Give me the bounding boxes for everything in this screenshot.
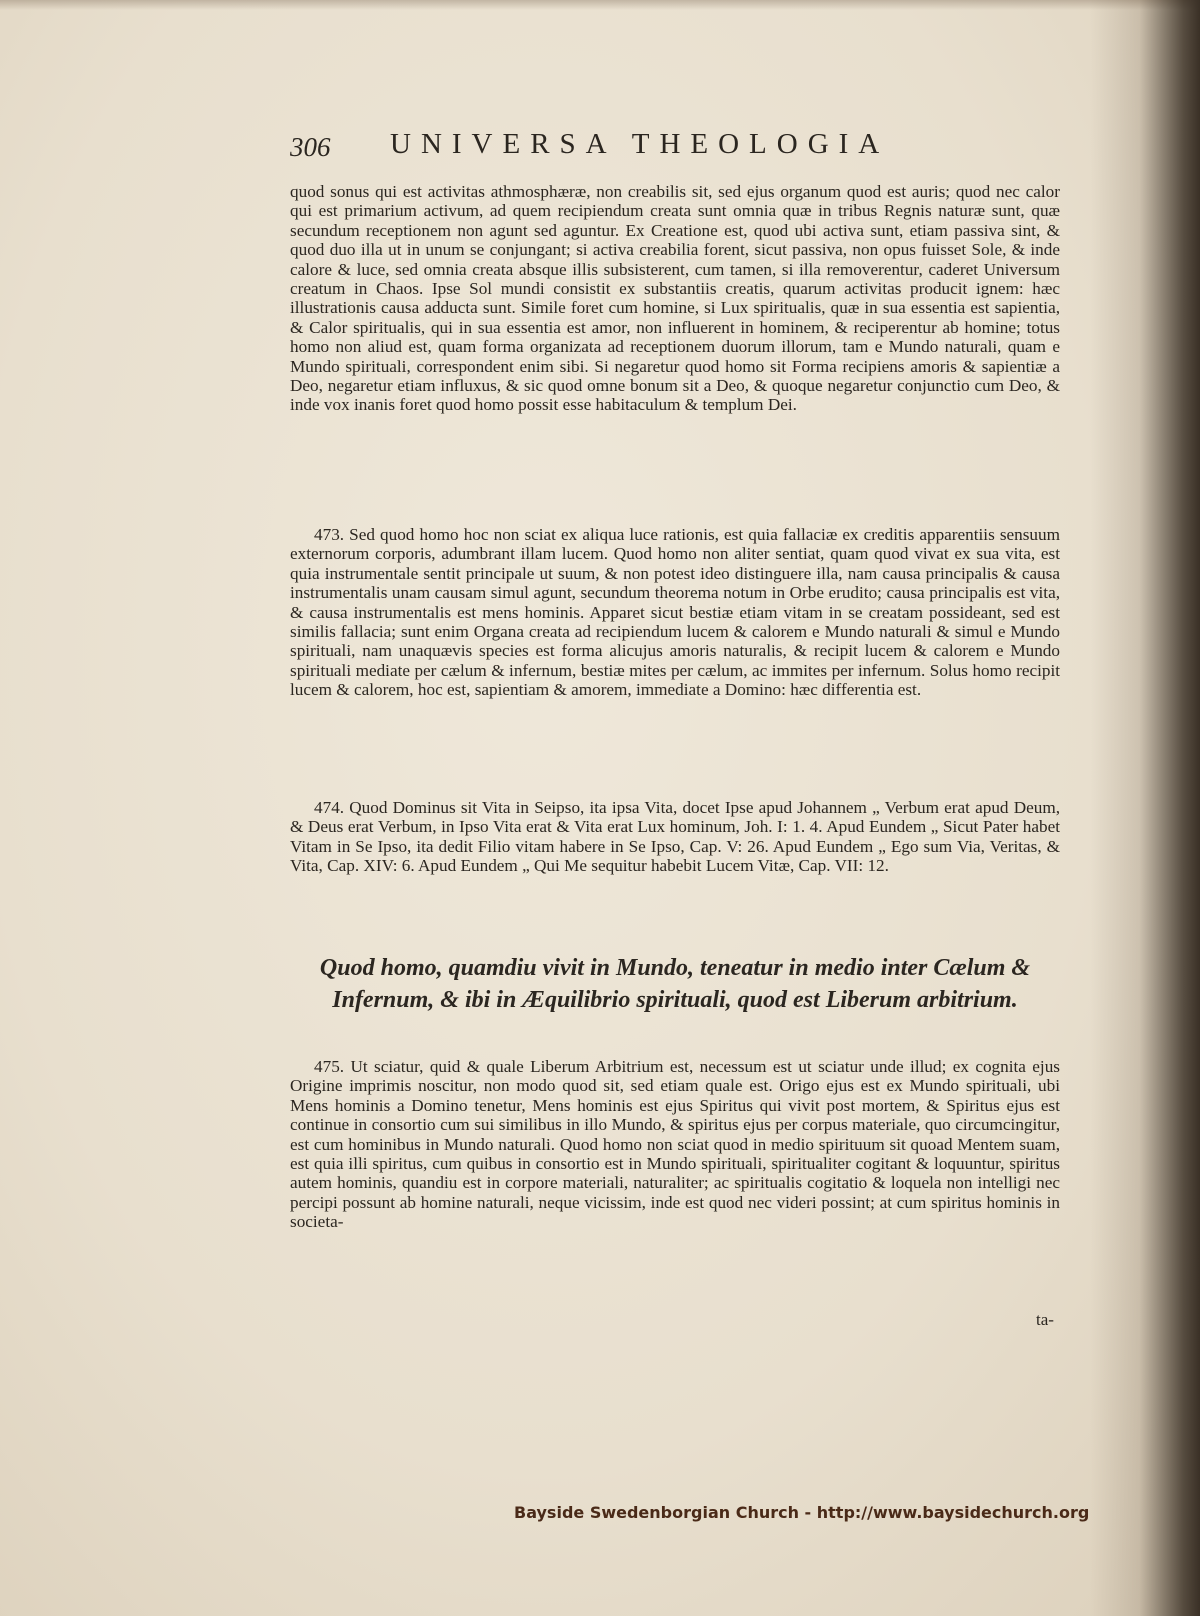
paragraph-text: 474. Quod Dominus sit Vita in Seipso, ita ipsa Vita, docet Ipse apud Johannem „ Verbum erat apud Deum, & Deus erat Verbum, in Ipso Vita erat & Vita erat Lux hominum, Joh. I: 1. 4. Apud Eundem „ Sicut Pater habet Vitam in Se Ipso, ita dedit Filio vitam habere in Se Ipso, Cap. V: 26. Apud Eundem „ Ego sum Via, Veritas, & Vita, Cap. XIV: 6. Apud Eundem „ Qui Me sequitur habebit Lucem Vitæ, Cap. VII: 12.: [290, 798, 1060, 876]
page-gutter-shadow: [1090, 0, 1200, 1616]
page-header: [290, 128, 1020, 168]
page-top-edge: [0, 0, 1200, 10]
running-title: UNIVERSA THEOLOGIA: [390, 128, 890, 160]
paragraph-text: 473. Sed quod homo hoc non sciat ex aliqua luce rationis, est quia fallaciæ ex creditis apparentiis sensuum externorum corporis, adumbrant illam lucem. Quod homo non aliter sentiat, quam quod vivat ex sua vita, est quia instrumentale sentit principale ut suum, & non potest ideo distinguere illa, nam causa principalis & causa instrumentalis unam causam simul agunt, secundum theorema notum in Orbe erudito; causa principalis est vita, & causa instrumentalis est mens hominis. Apparet sicut bestiæ etiam vitam in se creatam possideant, sed est similis fallacia; sunt enim Organa creata ad recipiendum lucem & calorem e Mundo naturali & simul e Mundo spirituali, nam unaquævis species est forma alicujus amoris naturalis, & recipit lucem & calorem e Mundo spirituali mediate per cælum & infernum, bestiæ mites per cælum, ac immites per infernum. Solus homo recipit lucem & calorem, hoc est, sapientiam & amorem, immediate a Domino: hæc differentia est.: [290, 525, 1060, 700]
paragraph-473: [290, 525, 1060, 700]
footer-credit: Bayside Swedenborgian Church - http://www.baysidechurch.org: [514, 1503, 1090, 1522]
paragraph-474: [290, 798, 1060, 876]
paragraph-text: 475. Ut sciatur, quid & quale Liberum Arbitrium est, necessum est ut sciatur unde illud; ex cognita ejus Origine imprimis noscitur, non modo quod sit, sed etiam quale est. Origo ejus est ex Mundo spirituali, ubi Mens hominis a Domino tenetur, Mens hominis est ejus Spiritus qui vivit post mortem, & Spiritus ejus est continue in consortio cum sui similibus in illo Mundo, & spiritus ejus per corpus materiale, quo circumcingitur, est cum hominibus in Mundo naturali. Quod homo non sciat quod in medio spirituum sit quoad Mentem suam, est quia illi spiritus, cum quibus in consortio est in Mundo spirituali, spiritualiter cogitant & loquuntur, spiritus autem hominis, quandiu est in corpore materiali, naturaliter; ac spiritualis cogitatio & loquela non intelligi nec percipi possunt ab homine naturali, neque vicissim, inde est quod nec videri possint; at cum spiritus hominis in societa-: [290, 1057, 1060, 1232]
paragraph-475: [290, 1057, 1060, 1232]
paragraph-text: quod sonus qui est activitas athmosphæræ, non creabilis sit, sed ejus organum quod est auris; quod nec calor qui est primarium activum, ad quem recipiendum creata sunt omnia quæ in tribus Regnis naturæ sunt, quæ secundum receptionem non agunt sed aguntur. Ex Creatione est, quod ubi activa sunt, etiam passiva sint, & quod duo illa ut in unum se conjungant; si activa creabilia forent, sicut passiva, non opus fuisset Sole, & inde calore & luce, sed omnia creata absque illis subsisterent, cum tamen, si illa removerentur, caderet Universum creatum in Chaos. Ipse Sol mundi consistit ex substantiis creatis, quarum activitas producit ignem: hæc illustrationis causa adducta sunt. Simile foret cum homine, si Lux spiritualis, quæ in sua essentia est sapientia, & Calor spiritualis, qui in sua essentia est amor, non influerent in hominem, & reciperentur ab homine; totus homo non aliud est, quam forma organizata ad receptionem duorum illorum, tam e Mundo naturali, quam e Mundo spirituali, correspondent enim sibi. Si negaretur quod homo sit Forma recipiens amoris & sapientiæ a Deo, negaretur etiam influxus, & sic quod omne bonum sit a Deo, & quoque negaretur conjunctio cum Deo, & inde vox inanis foret quod homo possit esse habitaculum & templum Dei.: [290, 182, 1060, 415]
section-heading: Quod homo, quamdiu vivit in Mundo, teneatur in medio inter Cælum & Infernum, & ibi in Æquilibrio spirituali, quod est Liberum arbitrium.: [319, 955, 1031, 1013]
catchword: ta-: [1036, 1310, 1054, 1329]
page-number: 306: [290, 132, 331, 162]
paragraph-continuation: [290, 182, 1060, 415]
